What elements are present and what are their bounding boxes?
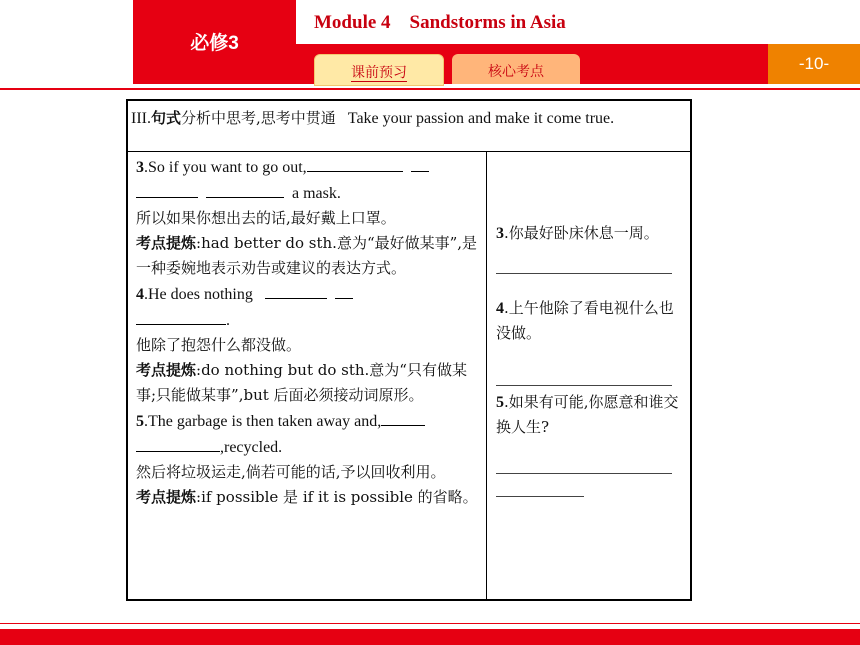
question-3 bbox=[496, 221, 682, 247]
header-divider bbox=[0, 88, 860, 90]
item-4-text-b: . bbox=[226, 311, 230, 329]
item-5-text-b: ,recycled. bbox=[220, 438, 283, 456]
top-left-banner bbox=[133, 0, 296, 84]
answer-line[interactable] bbox=[496, 455, 672, 474]
item-3-translation: 所以如果你想出去的话,最好戴上口罩。 bbox=[136, 209, 396, 228]
keypoint-label: 考点提炼 bbox=[136, 233, 197, 252]
page-number: -10- bbox=[768, 44, 860, 84]
item-3-text-a: .So if you want to go out, bbox=[144, 159, 307, 176]
item-4-sentence bbox=[136, 282, 480, 333]
item-4-translation: 他除了抱怨什么都没做。 bbox=[136, 336, 302, 355]
column-divider bbox=[486, 152, 487, 599]
answer-blank[interactable] bbox=[411, 155, 429, 172]
answer-line[interactable] bbox=[496, 478, 584, 497]
question-4-text: .上午他除了看电视什么也没做。 bbox=[496, 298, 674, 343]
answer-blank[interactable] bbox=[136, 435, 220, 452]
item-5-sentence bbox=[136, 409, 480, 460]
answer-blank[interactable] bbox=[136, 181, 198, 198]
tab-preview[interactable] bbox=[314, 54, 444, 86]
heading-zh: 分析中思考,思考中贯通 bbox=[181, 109, 336, 127]
tab-preview-label: 课前预习 bbox=[351, 64, 407, 80]
answer-line[interactable] bbox=[496, 255, 672, 274]
item-4-number: 4 bbox=[136, 285, 144, 303]
left-column bbox=[136, 155, 480, 510]
keypoint-label: 考点提炼 bbox=[136, 360, 197, 379]
item-3-number: 3 bbox=[136, 159, 144, 176]
question-5-text: .如果有可能,你愿意和谁交换人生? bbox=[496, 392, 679, 437]
heading-en: Take your passion and make it come true. bbox=[347, 110, 615, 127]
footer-thin-line bbox=[0, 623, 860, 624]
keypoint-label: 考点提炼 bbox=[136, 487, 197, 506]
question-3-text: .你最好卧床休息一周。 bbox=[504, 224, 659, 242]
question-4-number: 4 bbox=[496, 299, 504, 317]
exercise-table bbox=[126, 99, 692, 601]
heading-bold: 句式 bbox=[150, 109, 181, 127]
keypoint-text: :if possible 是 if it is possible 的省略。 bbox=[196, 487, 478, 506]
answer-line[interactable] bbox=[496, 367, 672, 386]
item-5-text-a: .The garbage is then taken away and, bbox=[144, 412, 382, 430]
answer-blank[interactable] bbox=[381, 409, 425, 426]
item-4-keypoint bbox=[136, 358, 480, 409]
item-3-sentence bbox=[136, 155, 480, 206]
item-3-text-b: a mask. bbox=[292, 184, 341, 202]
item-5-number: 5 bbox=[136, 412, 144, 430]
question-5 bbox=[496, 390, 682, 441]
item-5-keypoint bbox=[136, 485, 480, 511]
book-label: 必修3 bbox=[190, 33, 239, 54]
tab-core-points[interactable] bbox=[452, 54, 580, 84]
right-column bbox=[496, 155, 682, 501]
answer-blank[interactable] bbox=[136, 308, 226, 325]
question-5-number: 5 bbox=[496, 393, 504, 411]
item-5-translation: 然后将垃圾运走,倘若可能的话,予以回收利用。 bbox=[136, 463, 446, 482]
answer-blank[interactable] bbox=[265, 282, 327, 299]
answer-blank[interactable] bbox=[307, 155, 403, 172]
module-title: Module 4 Sandstorms in Asia bbox=[314, 12, 566, 33]
item-4-text-a: .He does nothing bbox=[144, 285, 253, 303]
table-header-row bbox=[128, 101, 690, 152]
item-3-keypoint bbox=[136, 231, 480, 282]
tab-core-points-label: 核心考点 bbox=[488, 63, 544, 79]
question-4 bbox=[496, 296, 682, 347]
keypoint-text: :do nothing but do sth.意为“只有做某事;只能做某事”,but 后面必须接动词原形。 bbox=[136, 360, 467, 405]
question-3-number: 3 bbox=[496, 225, 504, 242]
answer-blank[interactable] bbox=[206, 181, 284, 198]
keypoint-text: :had better do sth.意为“最好做某事”,是一种委婉地表示劝告或建议的表达方式。 bbox=[136, 233, 478, 278]
answer-blank[interactable] bbox=[335, 282, 353, 299]
heading-roman: III. bbox=[131, 110, 151, 127]
footer-bar bbox=[0, 629, 860, 645]
section-heading bbox=[131, 107, 687, 130]
